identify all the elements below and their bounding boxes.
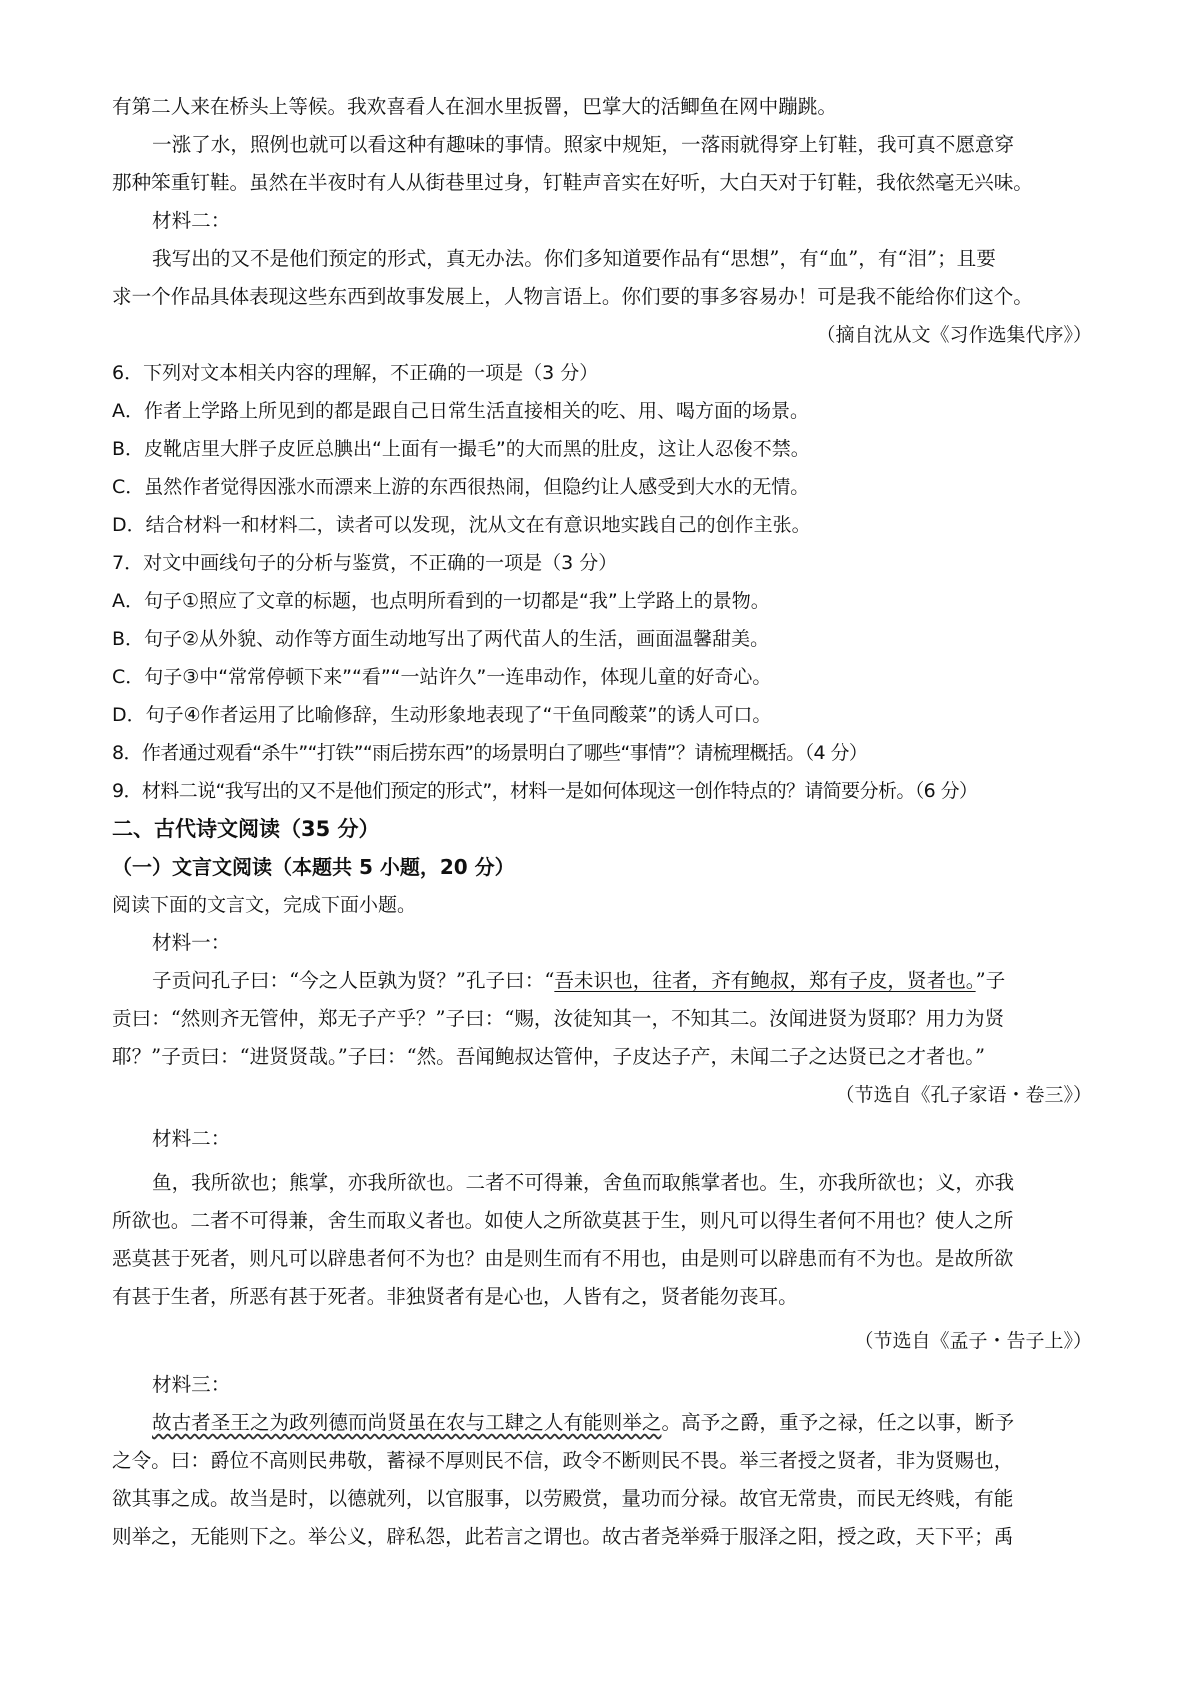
classical-material1-label: 材料一： [152,931,231,954]
classical-material3-line2: 之令。曰：爵位不高则民弗敬，蓄禄不厚则民不信，政令不断则民不畏。举三者授之贤者，非为贤赐也， [112,1449,1014,1472]
classical-material2-line2: 所欲也。二者不可得兼，舍生而取义者也。如使人之所欲莫甚于生，则凡可以得生者何不用也？使人之所 [112,1209,1014,1232]
modern-material2-label: 材料二： [152,209,231,232]
classical-material2-line4: 有甚于生者，所恶有甚于死者。非独贤者有是心也，人皆有之，贤者能勿丧耳。 [112,1285,798,1308]
question-6-option-d: D．结合材料一和材料二，读者可以发现，沈从文在有意识地实践自己的创作主张。 [112,514,811,536]
classical-material1-line1-b: ”子 [975,969,1006,992]
question-6-option-c: C．虽然作者觉得因涨水而漂来上游的东西很热闹，但隐约让人感受到大水的无情。 [112,476,810,498]
classical-material3-line3: 欲其事之成。故当是时，以德就列，以官服事，以劳殿赏，量功而分禄。故官无常贵，而民无终贱，有能 [112,1487,1014,1510]
question-6-option-b: B．皮靴店里大胖子皮匠总腆出“上面有一撮毛”的大而黑的肚皮，这让人忍俊不禁。 [112,438,810,460]
question-7: 7．对文中画线句子的分析与鉴赏，不正确的一项是（3 分） [112,552,618,574]
question-7-option-b: B．句子②从外貌、动作等方面生动地写出了两代苗人的生活，画面温馨甜美。 [112,628,770,650]
classical-material1-line1 [112,962,1092,1000]
question-7-option-a: A．句子①照应了文章的标题，也点明所看到的一切都是“我”上学路上的景物。 [112,590,770,612]
modern-material2-source: （摘自沈从文《习作选集代序》） [816,324,1092,346]
classical-material3-line1 [112,1404,1092,1442]
classical-material3-label: 材料三： [152,1373,231,1396]
classical-material1-line2: 贡曰：“然则齐无管仲，郑无子产乎？”子曰：“赐，汝徒知其一，不知其二。汝闻进贤为贤耶？用力为贤 [112,1007,1005,1030]
section-heading: 二、古代诗文阅读（35 分） [112,817,380,841]
modern-para2-line2: 那种笨重钉鞋。虽然在半夜时有人从街巷里过身，钉鞋声音实在好听，大白天对于钉鞋，我依然毫无兴味。 [112,171,1033,194]
classical-material1-line1-a: 子贡问孔子曰：“今之人臣孰为贤？”孔子曰：“ [152,969,555,992]
classical-material1-line3: 耶？”子贡曰：“进贤贤哉。”子曰：“然。吾闻鲍叔达管仲，子皮达子产，未闻二子之达贤已之才者也。” [112,1045,986,1068]
question-7-option-d: D．句子④作者运用了比喻修辞，生动形象地表现了“干鱼同酸菜”的诱人可口。 [112,704,772,726]
classical-material3-line4: 则举之，无能则下之。举公义，辟私怨，此若言之谓也。故古者尧举舜于服泽之阳，授之政，天下平；禹 [112,1525,1014,1548]
wavy-underlined-sentence: 故古者圣王之为政列德而尚贤虽在农与工肆之人有能则举之 [152,1411,662,1434]
classical-material2-line1: 鱼，我所欲也；熊掌，亦我所欲也。二者不可得兼，舍鱼而取熊掌者也。生，亦我所欲也；义，亦我 [152,1171,1015,1194]
question-8: 8．作者通过观看“杀牛”“打铁”“雨后捞东西”的场景明白了哪些“事情”？请梳理概括。（4 分） [112,742,868,764]
section-subheading: （一）文言文阅读（本题共 5 小题，20 分） [112,855,515,879]
exam-page [112,88,1092,1556]
classical-material2-line3: 恶莫甚于死者，则凡可以辟患者何不为也？由是则生而有不用也，由是则可以辟患而有不为也。是故所欲 [112,1247,1014,1270]
question-6-option-a: A．作者上学路上所见到的都是跟自己日常生活直接相关的吃、用、喝方面的场景。 [112,400,809,422]
question-9: 9．材料二说“我写出的又不是他们预定的形式”，材料一是如何体现这一创作特点的？请简要分析。（6 分） [112,780,978,802]
modern-para1: 有第二人来在桥头上等候。我欢喜看人在洄水里扳罾，巴掌大的活鲫鱼在网中蹦跳。 [112,95,837,118]
modern-material2-line2: 求一个作品具体表现这些东西到故事发展上，人物言语上。你们要的事多容易办！可是我不能给你们这个。 [112,285,1033,308]
classical-material1-source: （节选自《孔子家语・卷三》） [835,1084,1092,1106]
classical-material3-line1-b: 。高予之爵，重予之禄，任之以事，断予 [661,1411,1015,1434]
underlined-sentence: 吾未识也，往者，齐有鲍叔，郑有子皮，贤者也。 [554,969,976,992]
classical-material2-label: 材料二： [152,1127,231,1150]
question-6: 6．下列对文本相关内容的理解，不正确的一项是（3 分） [112,362,599,384]
section-instruction: 阅读下面的文言文，完成下面小题。 [112,894,417,916]
modern-para2-line1: 一涨了水，照例也就可以看这种有趣味的事情。照家中规矩，一落雨就得穿上钉鞋，我可真不愿意穿 [152,133,1015,156]
modern-material2-line1: 我写出的又不是他们预定的形式，真无办法。你们多知道要作品有“思想”，有“血”，有“泪”；且要 [152,247,996,270]
question-7-option-c: C．句子③中“常常停顿下来”“看”“一站许久”一连串动作，体现儿童的好奇心。 [112,666,772,688]
classical-material2-source: （节选自《孟子・告子上》） [854,1330,1092,1352]
